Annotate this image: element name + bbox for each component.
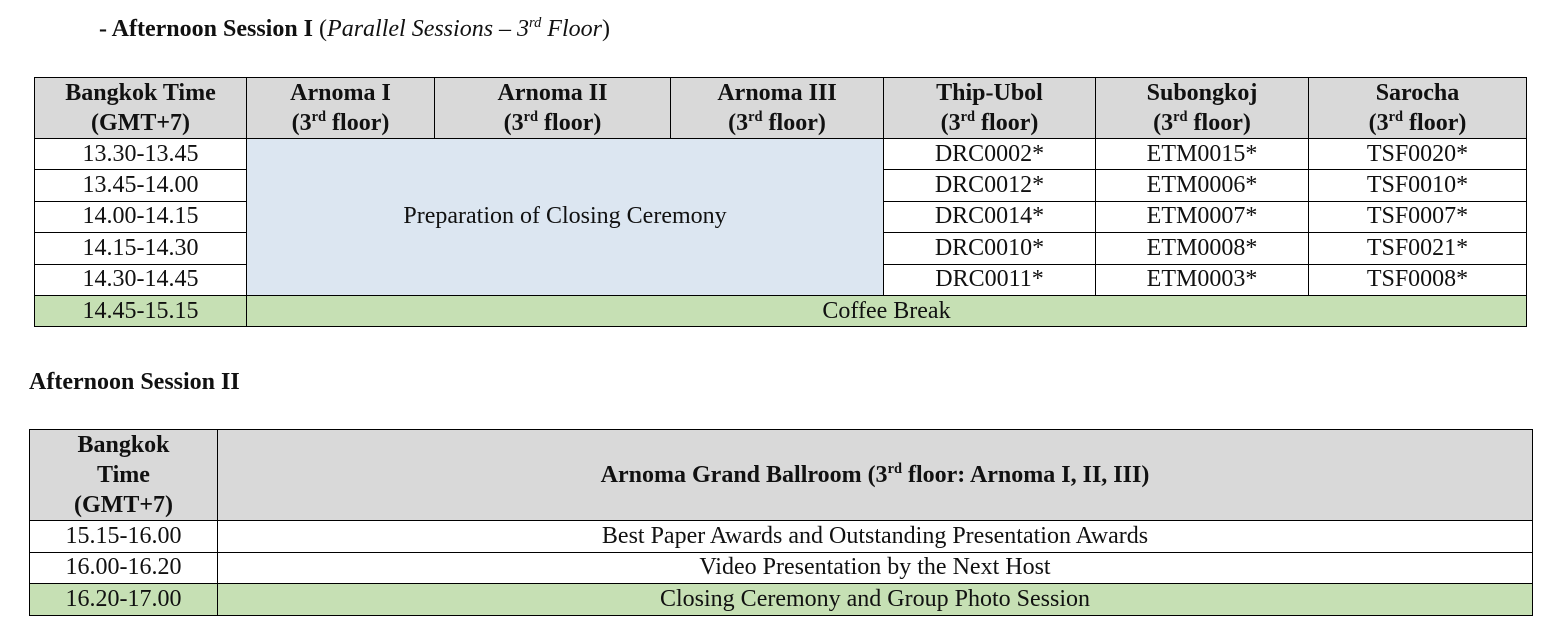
time-cell: 16.00-16.20 bbox=[30, 552, 218, 584]
header-arnoma-1: Arnoma I (3rd floor) bbox=[247, 78, 435, 139]
header-thip-ubol: Thip-Ubol (3rd floor) bbox=[884, 78, 1096, 139]
subongkoj-cell: ETM0008* bbox=[1096, 233, 1309, 264]
header-bangkok-time: Bangkok Time (GMT+7) bbox=[35, 78, 247, 139]
time-cell: 16.20-17.00 bbox=[30, 584, 218, 616]
thip-ubol-cell: DRC0011* bbox=[884, 264, 1096, 295]
thip-ubol-cell: DRC0012* bbox=[884, 170, 1096, 201]
time-cell: 14.45-15.15 bbox=[35, 295, 247, 326]
sarocha-cell: TSF0010* bbox=[1309, 170, 1527, 201]
session1-header-row bbox=[35, 78, 1527, 139]
sarocha-cell: TSF0021* bbox=[1309, 233, 1527, 264]
subongkoj-cell: ETM0015* bbox=[1096, 139, 1309, 170]
header-sarocha: Sarocha (3rd floor) bbox=[1309, 78, 1527, 139]
session1-note bbox=[327, 16, 602, 42]
header-arnoma-3: Arnoma III (3rd floor) bbox=[671, 78, 884, 139]
session1-prefix: - bbox=[99, 16, 112, 42]
session1-note-close: ) bbox=[601, 16, 610, 42]
subongkoj-cell: ETM0007* bbox=[1096, 201, 1309, 232]
time-cell: 13.30-13.45 bbox=[35, 139, 247, 170]
header-bangkok-time: Bangkok Time (GMT+7) bbox=[30, 430, 218, 521]
subongkoj-cell: ETM0003* bbox=[1096, 264, 1309, 295]
subongkoj-cell: ETM0006* bbox=[1096, 170, 1309, 201]
thip-ubol-cell: DRC0002* bbox=[884, 139, 1096, 170]
event-cell: Video Presentation by the Next Host bbox=[218, 552, 1533, 584]
event-cell: Closing Ceremony and Group Photo Session bbox=[218, 584, 1533, 616]
session2-heading: Afternoon Session II bbox=[29, 369, 240, 395]
header-subongkoj: Subongkoj (3rd floor) bbox=[1096, 78, 1309, 139]
header-arnoma-2: Arnoma II (3rd floor) bbox=[435, 78, 671, 139]
table-row bbox=[30, 552, 1533, 584]
session1-note-sup: rd bbox=[529, 15, 542, 31]
session1-schedule-table bbox=[34, 77, 1527, 327]
time-cell: 14.15-14.30 bbox=[35, 233, 247, 264]
sarocha-cell: TSF0007* bbox=[1309, 201, 1527, 232]
session1-heading bbox=[99, 16, 610, 43]
time-cell: 14.00-14.15 bbox=[35, 201, 247, 232]
sarocha-cell: TSF0020* bbox=[1309, 139, 1527, 170]
header-grand-ballroom: Arnoma Grand Ballroom (3rd floor: Arnoma I, II, III) bbox=[218, 430, 1533, 521]
preparation-cell: Preparation of Closing Ceremony bbox=[247, 139, 884, 296]
table-row bbox=[35, 139, 1527, 170]
thip-ubol-cell: DRC0014* bbox=[884, 201, 1096, 232]
time-cell: 13.45-14.00 bbox=[35, 170, 247, 201]
session1-title: Afternoon Session I bbox=[111, 16, 314, 42]
thip-ubol-cell: DRC0010* bbox=[884, 233, 1096, 264]
session1-note-end: Floor bbox=[541, 16, 602, 42]
session2-schedule-table bbox=[29, 429, 1533, 616]
sarocha-cell: TSF0008* bbox=[1309, 264, 1527, 295]
session1-note-text: Parallel Sessions – 3 bbox=[327, 16, 530, 42]
table-row bbox=[30, 521, 1533, 553]
time-cell: 14.30-14.45 bbox=[35, 264, 247, 295]
coffee-break-row bbox=[35, 295, 1527, 326]
session1-note-open: ( bbox=[313, 16, 328, 42]
event-cell: Best Paper Awards and Outstanding Presentation Awards bbox=[218, 521, 1533, 553]
coffee-break-cell: Coffee Break bbox=[247, 295, 1527, 326]
time-cell: 15.15-16.00 bbox=[30, 521, 218, 553]
table-row bbox=[30, 584, 1533, 616]
session2-header-row bbox=[30, 430, 1533, 521]
